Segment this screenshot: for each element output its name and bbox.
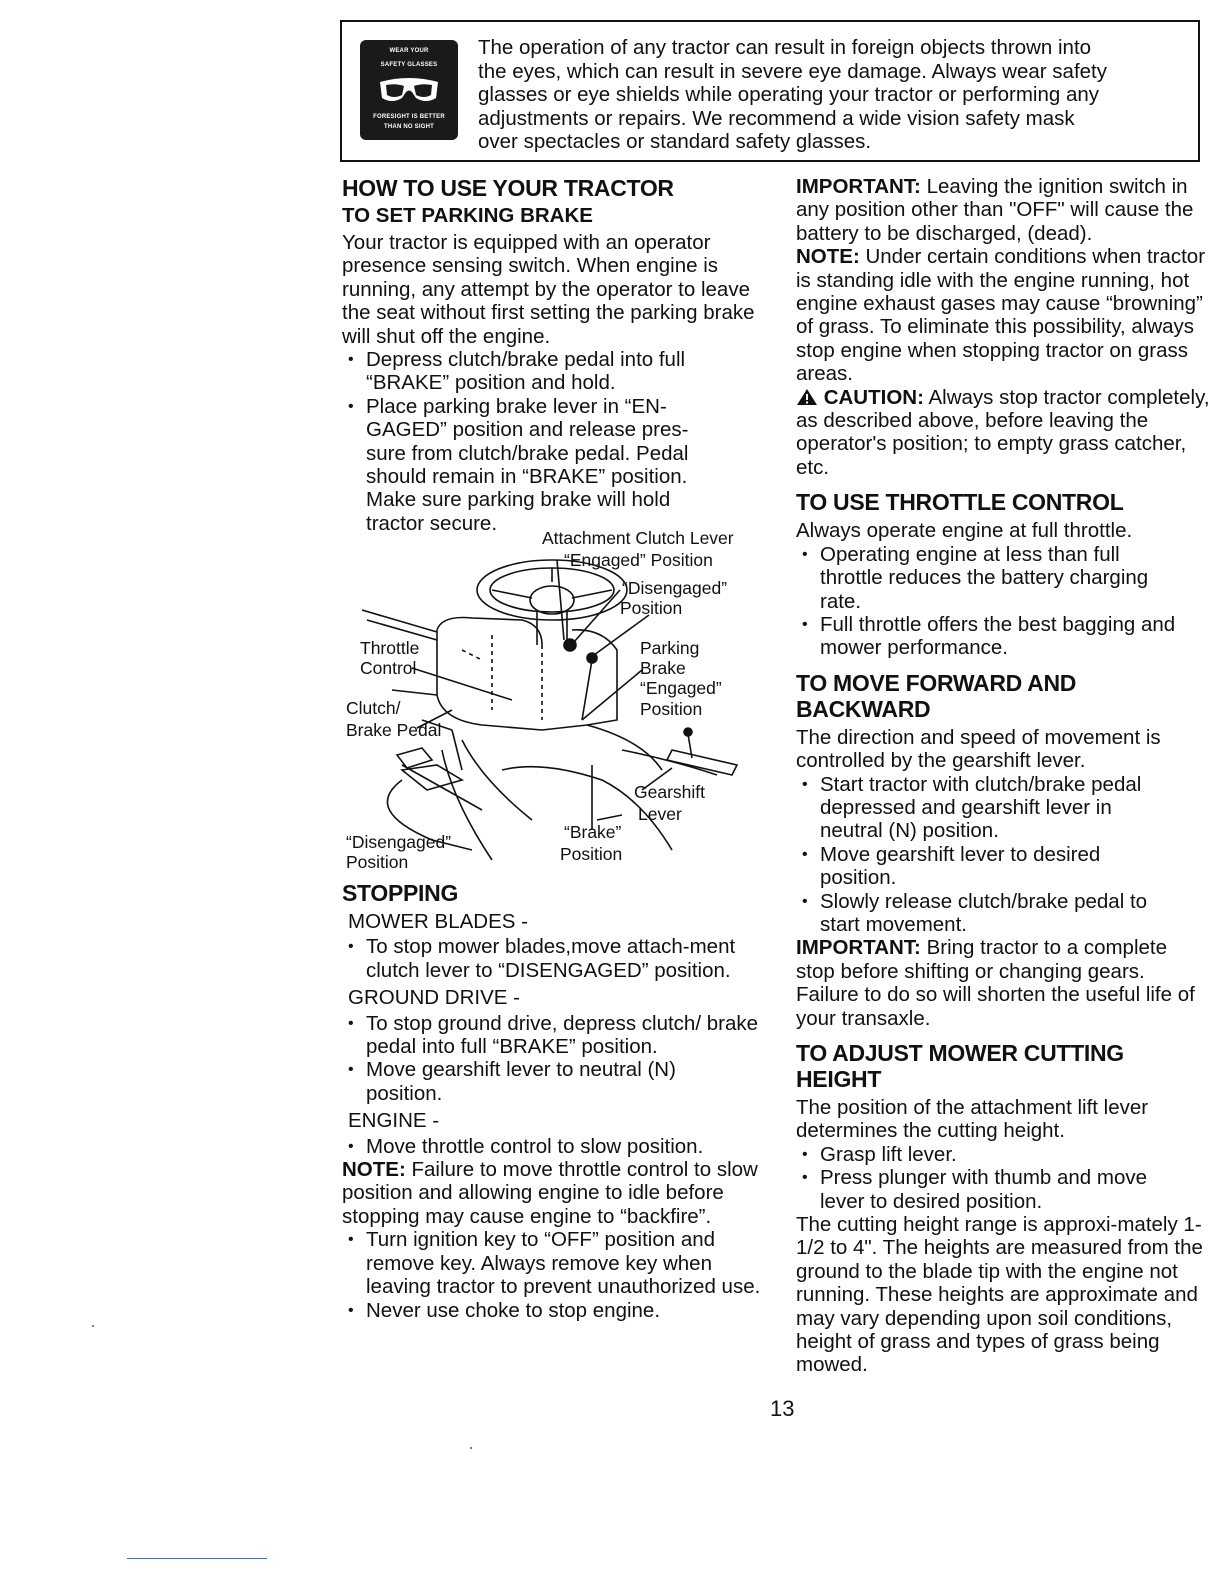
caution-block: [796, 386, 1211, 480]
caution-label: CAUTION:: [823, 385, 924, 409]
label-brake-pedal: Brake Pedal: [346, 720, 442, 740]
list-item: • Grasp lift lever.: [796, 1143, 1211, 1166]
ground-steps: [342, 1012, 764, 1106]
move-important: [796, 936, 1211, 1030]
scan-speck: [470, 1447, 472, 1449]
engine-steps: [342, 1135, 764, 1158]
icon-text: FORESIGHT IS BETTER: [373, 114, 445, 120]
throttle-heading: TO USE THROTTLE CONTROL: [796, 489, 1124, 516]
list-item: • Slowly release clutch/brake pedal to start movement.: [796, 890, 1180, 937]
height-heading: TO ADJUST MOWER CUTTING HEIGHT: [796, 1040, 1124, 1092]
move-intro: The direction and speed of movement is controlled by the gearshift lever.: [796, 725, 1161, 773]
section-title: HOW TO USE YOUR TRACTOR: [342, 175, 674, 201]
parking-brake-steps: [342, 348, 762, 535]
label-engaged: “Engaged”: [640, 678, 722, 698]
parking-brake-heading: TO SET PARKING BRAKE: [342, 204, 593, 227]
stopping-note: [342, 1158, 764, 1228]
label-control: Control: [360, 658, 417, 678]
label-disengaged-position: Position: [620, 598, 683, 618]
parking-brake-intro: Your tractor is equipped with an operator presence sensing switch. When engine is running, any attempt by the operator to leave the seat without first setting the parking brake will shut off the engine.: [342, 231, 755, 348]
right-column: [796, 175, 1211, 1377]
important-text: Bring tractor to a complete stop before shifting or changing gears. Failure to do so will shorten the useful life of your transaxle.: [796, 936, 1195, 1030]
note-label: NOTE:: [342, 1158, 406, 1182]
stopping-heading: STOPPING: [342, 880, 459, 906]
list-item: • Depress clutch/brake pedal into full “BRAKE” position and hold.: [342, 348, 762, 395]
caution-text: Always stop tractor completely, as described above, before leaving the operator's position; to empty grass catcher, etc.: [796, 385, 1210, 479]
important-label: IMPORTANT:: [796, 175, 921, 198]
footer-rule: [127, 1558, 267, 1559]
label-brake: Brake: [640, 658, 686, 678]
list-item: • Place parking brake lever in “EN-GAGED” position and release pres-sure from clutch/brake pedal. Pedal should remain in “BRAKE” position. Make sure parking brake will hold tractor secure.: [342, 395, 721, 535]
list-item: • Start tractor with clutch/brake pedal depressed and gearshift lever in neutral (N) position.: [796, 773, 1180, 843]
label-pedal-position: Position: [346, 852, 409, 872]
mower-blades-label: MOWER BLADES -: [348, 910, 528, 933]
final-steps: [342, 1228, 764, 1322]
label-brake-position: Position: [560, 844, 623, 864]
list-item: • Move gearshift lever to neutral (N) position.: [342, 1058, 726, 1105]
list-item: • Turn ignition key to “OFF” position and remove key. Always remove key when leaving tractor to prevent unauthorized use.: [342, 1228, 764, 1298]
label-lever: Lever: [638, 804, 682, 824]
ground-drive-label: GROUND DRIVE -: [348, 986, 520, 1010]
list-item: • Move gearshift lever to desired position.: [796, 843, 1160, 890]
important-text: Leaving the ignition switch in any position other than "OFF" will cause the battery to be discharged, (dead).: [796, 175, 1194, 245]
list-item: • Press plunger with thumb and move lever to desired position.: [796, 1166, 1180, 1213]
warning-line: over spectacles or standard safety glasses.: [478, 130, 872, 154]
label-throttle: Throttle: [360, 638, 420, 658]
throttle-intro: Always operate engine at full throttle.: [796, 519, 1133, 543]
icon-text: SAFETY GLASSES: [380, 62, 438, 68]
note-text: Under certain conditions when tractor is standing idle with the engine running, hot engine exhaust gases may cause “browning” of grass. To eliminate this possibility, always stop engine when stopping tractor on grass areas.: [796, 245, 1206, 386]
label-attachment-clutch: Attachment Clutch Lever: [542, 528, 734, 548]
height-outro: The cutting height range is approxi-mately 1-1/2 to 4". The heights are measured from the ground to the blade tip with the engine not running. These heights are approximate and may vary depending upon soil conditions, height of grass and types of grass being mowed.: [796, 1213, 1203, 1377]
label-disengaged: “Disengaged”: [622, 578, 728, 598]
label-clutch: Clutch/: [346, 698, 401, 718]
throttle-points: [796, 543, 1211, 660]
scan-speck: [92, 1325, 94, 1327]
warning-line: the eyes, which can result in severe eye damage. Always wear safety: [478, 59, 1107, 83]
important-label: IMPORTANT:: [796, 936, 921, 960]
icon-text: WEAR YOUR: [389, 48, 429, 54]
height-steps: [796, 1143, 1211, 1213]
icon-text: THAN NO SIGHT: [384, 124, 434, 130]
engine-label: ENGINE -: [348, 1109, 440, 1133]
move-heading: TO MOVE FORWARD AND BACKWARD: [796, 669, 1077, 722]
list-item: • Move throttle control to slow position.: [342, 1135, 764, 1158]
safety-warning-box: [340, 20, 1200, 162]
label-parking: Parking: [640, 638, 700, 658]
move-steps: [796, 773, 1211, 937]
glasses-shape: [376, 76, 442, 106]
stopping-section: [342, 878, 764, 1322]
list-item: • Operating engine at less than full throttle reduces the battery charging rate.: [796, 543, 1185, 613]
note-label: NOTE:: [796, 245, 860, 269]
page-number: 13: [770, 1396, 795, 1421]
warning-text: [478, 36, 1188, 154]
list-item: • Never use choke to stop engine.: [342, 1299, 764, 1322]
label-parking-position: Position: [640, 699, 703, 719]
label-gearshift: Gearshift: [634, 782, 705, 802]
note-text: Failure to move throttle control to slow position and allowing engine to idle before stopping may cause engine to “backfire”.: [342, 1158, 758, 1228]
important-ignition: [796, 175, 1211, 245]
note-browning: [796, 245, 1211, 385]
left-column: [342, 175, 762, 535]
label-engaged-position: “Engaged” Position: [564, 550, 713, 570]
label-pedal-disengaged: “Disengaged”: [346, 832, 452, 852]
height-intro: The position of the attachment lift lever determines the cutting height.: [796, 1096, 1149, 1143]
list-item: • Full throttle offers the best bagging and mower performance.: [796, 613, 1185, 660]
safety-glasses-icon: [360, 40, 458, 140]
warning-line: adjustments or repairs. We recommend a wide vision safety mask: [478, 106, 1075, 130]
warning-triangle-icon: [796, 388, 818, 406]
mower-steps: [342, 935, 764, 982]
label-brake-quote: “Brake”: [564, 822, 622, 842]
tractor-controls-diagram: [342, 520, 762, 882]
list-item: • To stop ground drive, depress clutch/ brake pedal into full “BRAKE” position.: [342, 1012, 764, 1059]
list-item: • To stop mower blades,move attach-ment clutch lever to “DISENGAGED” position.: [342, 935, 746, 982]
warning-line: The operation of any tractor can result in foreign objects thrown into: [478, 36, 1092, 59]
warning-line: glasses or eye shields while operating your tractor or performing any: [478, 83, 1099, 107]
